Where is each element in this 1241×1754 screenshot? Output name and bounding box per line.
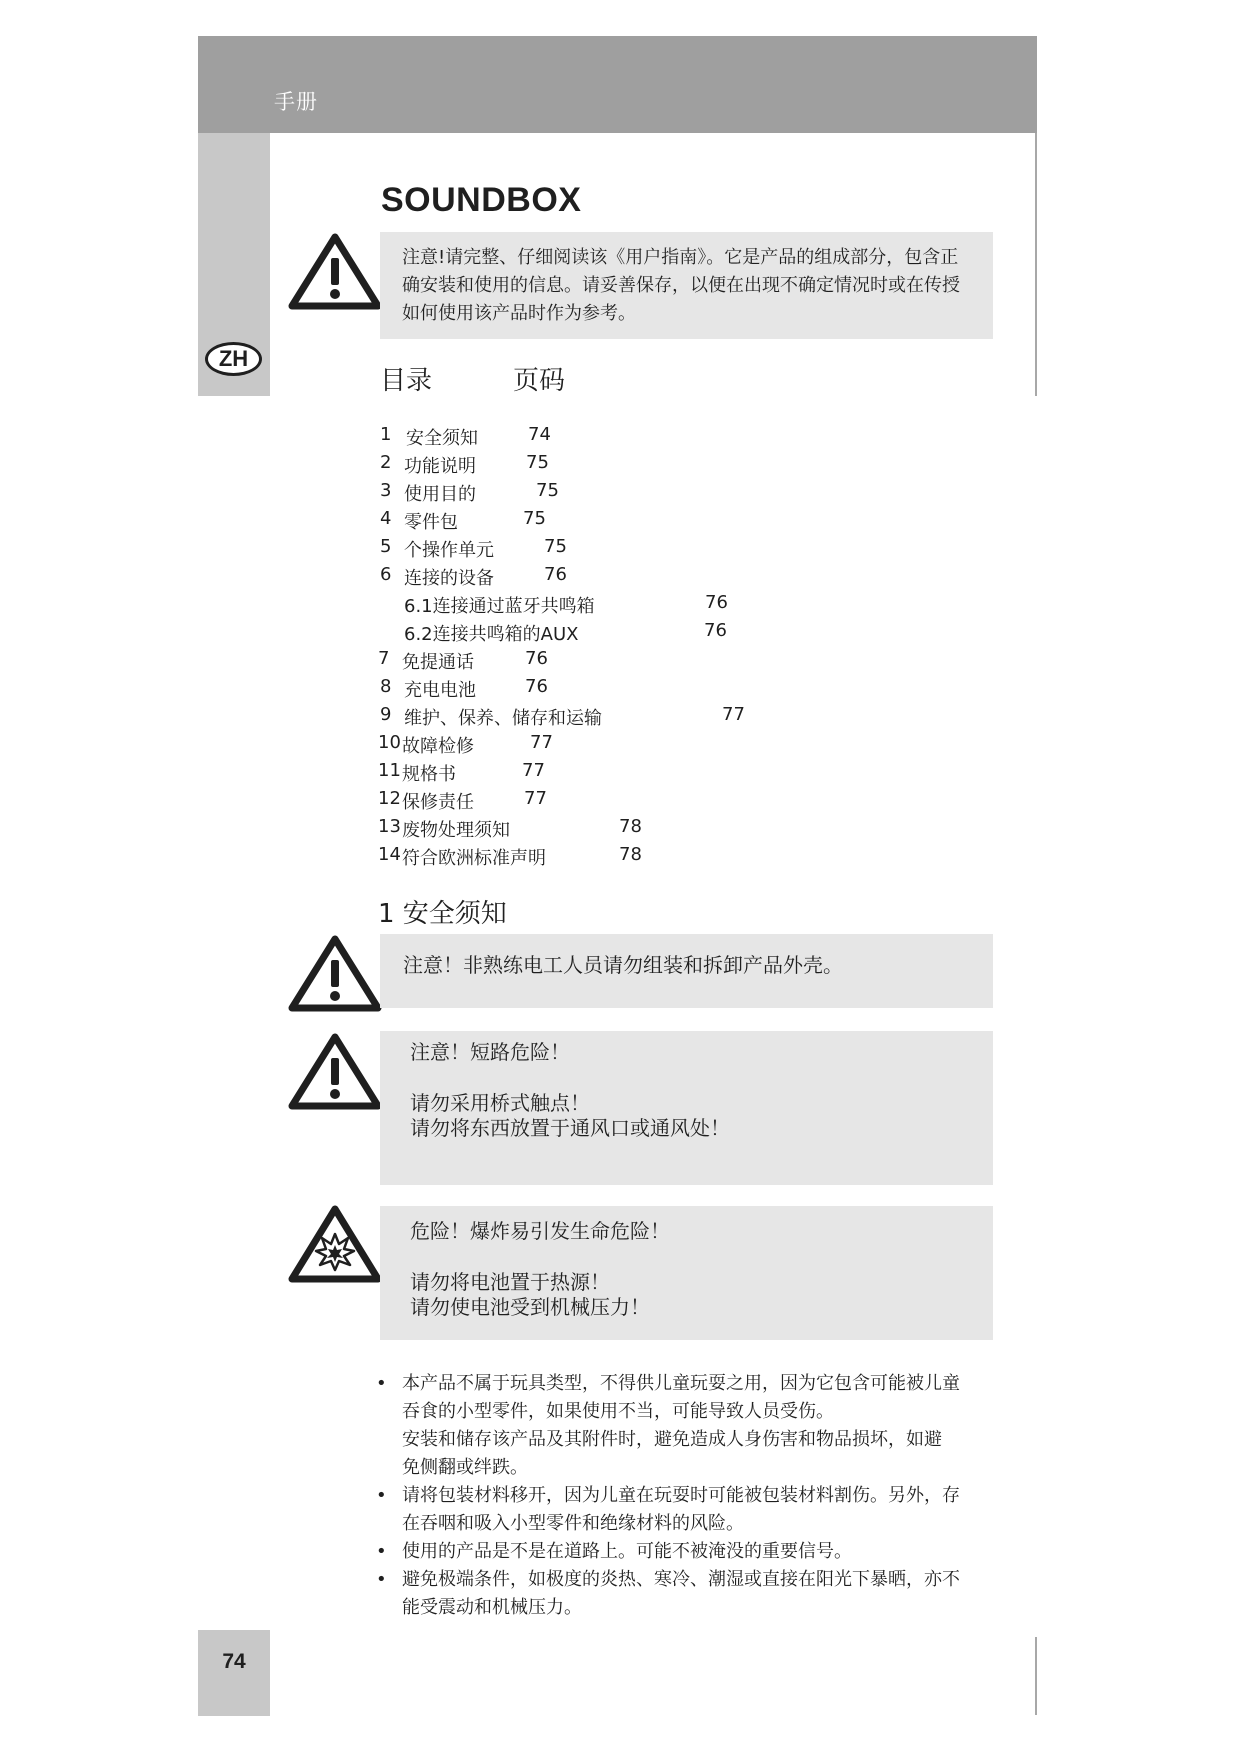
- language-badge: ZH: [205, 342, 262, 376]
- warning-electrician-text: 注意！非熟练电工人员请勿组装和拆卸产品外壳。: [403, 953, 843, 977]
- toc-item-page: 77: [530, 732, 553, 753]
- toc-item-number: 1: [380, 424, 392, 445]
- toc-item-page: 76: [544, 564, 567, 585]
- toc-item-title: 免提通话: [402, 652, 474, 673]
- safety-bullet: [372, 1370, 1022, 1482]
- toc-item-title: 功能说明: [404, 456, 476, 477]
- warning-short-circuit-line: 请勿将东西放置于通风口或通风处！: [410, 1116, 730, 1140]
- section-heading-safety: 1 安全须知: [378, 899, 507, 929]
- toc-item-number: 3: [380, 480, 392, 501]
- page-number: 74: [222, 1650, 246, 1673]
- right-margin-rule: [1035, 133, 1037, 396]
- warning-short-circuit-line: 请勿采用桥式触点！: [410, 1091, 590, 1115]
- toc-item-title: 安全须知: [406, 428, 478, 449]
- toc-item-page: 75: [523, 508, 546, 529]
- intro-notice-text: [402, 244, 1022, 328]
- toc-item-page: 78: [619, 844, 642, 865]
- bullet-line: 在吞咽和吸入小型零件和绝缘材料的风险。: [402, 1513, 744, 1534]
- intro-notice-line: 如何使用该产品时作为参考。: [402, 303, 636, 324]
- toc-item-title: 6.1连接通过蓝牙共鸣箱: [404, 596, 595, 617]
- warning-triangle-icon: [288, 934, 382, 1012]
- toc-item-page: 75: [526, 452, 549, 473]
- toc-item-title: 故障检修: [402, 736, 474, 757]
- toc-item-title: 充电电池: [404, 680, 476, 701]
- intro-notice-line: 确安装和使用的信息。请妥善保存，以便在出现不确定情况时或在传授: [402, 275, 960, 296]
- bullet-dot-icon: •: [376, 1485, 387, 1506]
- right-margin-rule: [1035, 1637, 1037, 1715]
- explosion-warning-icon: [288, 1204, 382, 1284]
- toc-item-number: 14: [378, 844, 401, 865]
- toc-heading-contents: 目录: [380, 366, 433, 396]
- toc-item-title: 连接的设备: [404, 568, 494, 589]
- warning-explosion-title: 危险！爆炸易引发生命危险！: [410, 1219, 670, 1243]
- bullet-dot-icon: •: [376, 1541, 387, 1562]
- toc-item-page: 76: [525, 648, 548, 669]
- toc-item-number: 5: [380, 536, 392, 557]
- bullet-line: 使用的产品是不是在道路上。可能不被淹没的重要信号。: [402, 1541, 852, 1562]
- safety-bullet-list: [372, 1370, 1022, 1622]
- warning-explosion-line: 请勿使电池受到机械压力！: [410, 1295, 650, 1319]
- toc-item-title: 6.2连接共鸣箱的AUX: [404, 624, 579, 645]
- bullet-dot-icon: •: [376, 1569, 387, 1590]
- toc-item-number: 6: [380, 564, 392, 585]
- toc-item-number: 12: [378, 788, 401, 809]
- warning-short-circuit-title: 注意！短路危险！: [410, 1040, 570, 1064]
- toc-item-title: 废物处理须知: [402, 820, 510, 841]
- toc-item-title: 规格书: [402, 764, 456, 785]
- toc-item-page: 76: [704, 620, 727, 641]
- bullet-line: 吞食的小型零件，如果使用不当，可能导致人员受伤。: [402, 1401, 834, 1422]
- toc-item-number: 7: [378, 648, 390, 669]
- toc-item-title: 个操作单元: [404, 540, 494, 561]
- header-title: 手册: [274, 90, 318, 114]
- toc-item-number: 8: [380, 676, 392, 697]
- warning-triangle-icon: [288, 232, 382, 310]
- toc-item-title: 使用目的: [404, 484, 476, 505]
- intro-notice-line: 注意!请完整、仔细阅读该《用户指南》。它是产品的组成部分，包含正: [402, 247, 959, 268]
- toc-item-title: 保修责任: [402, 792, 474, 813]
- bullet-line: 请将包装材料移开，因为儿童在玩耍时可能被包装材料割伤。另外，存: [402, 1485, 960, 1506]
- toc-item-page: 77: [524, 788, 547, 809]
- toc-item-title: 符合欧洲标准声明: [402, 848, 546, 869]
- safety-bullet: [372, 1566, 1022, 1622]
- bullet-line: 免侧翻或绊跌。: [402, 1457, 528, 1478]
- header-bar: [198, 36, 1037, 133]
- warning-explosion-line: 请勿将电池置于热源！: [410, 1270, 610, 1294]
- toc-item-page: 74: [528, 424, 551, 445]
- toc-item-number: 13: [378, 816, 401, 837]
- bullet-dot-icon: •: [376, 1373, 387, 1394]
- bullet-line: 避免极端条件，如极度的炎热、寒冷、潮湿或直接在阳光下暴晒，亦不: [402, 1569, 960, 1590]
- toc-item-title: 零件包: [404, 512, 458, 533]
- bullet-line: 能受震动和机械压力。: [402, 1597, 582, 1618]
- bullet-line: 本产品不属于玩具类型，不得供儿童玩耍之用，因为它包含可能被儿童: [402, 1373, 960, 1394]
- toc-item-page: 77: [722, 704, 745, 725]
- toc-item-page: 78: [619, 816, 642, 837]
- toc-item-number: 10: [378, 732, 401, 753]
- safety-bullet: [372, 1482, 1022, 1538]
- toc-item-page: 75: [544, 536, 567, 557]
- warning-triangle-icon: [288, 1032, 382, 1110]
- toc-item-page: 76: [525, 676, 548, 697]
- product-title: SOUNDBOX: [381, 181, 582, 219]
- toc-item-number: 11: [378, 760, 401, 781]
- toc-item-page: 75: [536, 480, 559, 501]
- bullet-line: 安装和储存该产品及其附件时，避免造成人身伤害和物品损坏，如避: [402, 1429, 942, 1450]
- toc-item-title: 维护、保养、储存和运输: [404, 708, 602, 729]
- toc-heading-page: 页码: [513, 366, 566, 396]
- safety-bullet: [372, 1538, 1022, 1566]
- toc-item-page: 77: [522, 760, 545, 781]
- toc-item-page: 76: [705, 592, 728, 613]
- toc-item-number: 2: [380, 452, 392, 473]
- toc-item-number: 4: [380, 508, 392, 529]
- toc-item-number: 9: [380, 704, 392, 725]
